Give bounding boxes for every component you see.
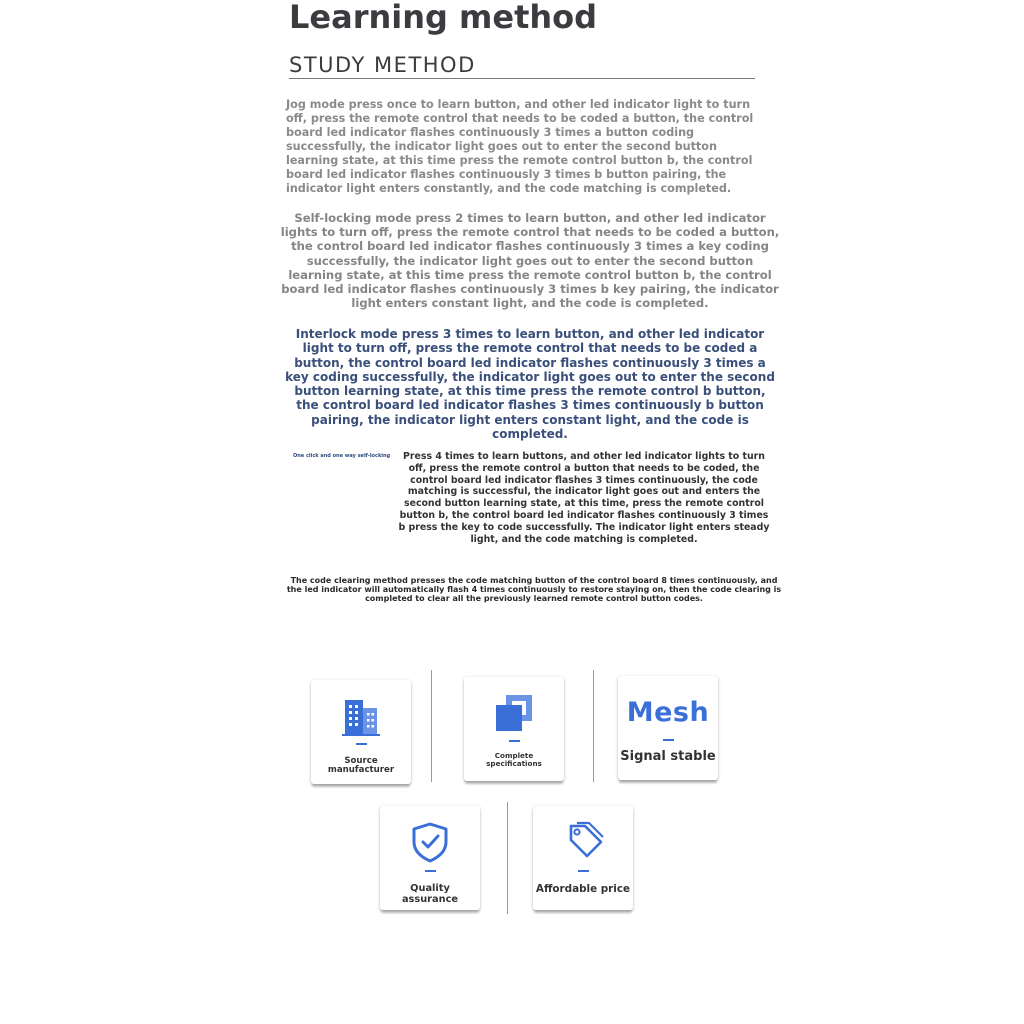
feature-card-affordable-price	[533, 806, 633, 910]
price-tag-icon	[533, 820, 633, 864]
self-locking-mode-paragraph: Self-locking mode press 2 times to learn button, and other led indicator lights to turn off, press the remote control that needs to be coded a button, the control board led indicator flashes continuously 3 times a key coding successfully, the indicator light goes out to enter the second button learning state, at this time press the remote control button b, the control board led indicator flashes continuously 3 times b key pairing, the indicator light enters constant light, and the code is completed.	[280, 211, 780, 311]
title-divider	[289, 78, 755, 79]
feature-card-source-manufacturer	[311, 680, 411, 784]
page-title: Learning method	[289, 0, 598, 36]
accent-dash	[509, 740, 520, 742]
feature-card-complete-specifications	[464, 677, 564, 781]
mesh-logo-text: Mesh	[626, 696, 710, 728]
self-locking-side-label: One click and one way self-locking	[293, 453, 391, 459]
feature-label: Signal stable	[620, 749, 716, 764]
overlapping-squares-icon	[464, 691, 564, 735]
accent-dash	[425, 870, 436, 872]
separator-line	[431, 670, 432, 782]
shield-check-icon	[380, 820, 480, 864]
accent-dash	[663, 739, 674, 741]
feature-label: Quality assurance	[401, 883, 459, 905]
feature-card-quality-assurance	[380, 806, 480, 910]
mesh-text	[618, 690, 718, 734]
page-subtitle: STUDY METHOD	[289, 53, 476, 77]
interlock-mode-paragraph: Interlock mode press 3 times to learn button, and other led indicator light to turn off, press the remote control that needs to be coded a button, the control board led indicator flashes continuously 3 times a key coding successfully, the indicator light goes out to enter the second button learning state, at this time press the remote control b button, the control board led indicator flashes 3 times continuously b button pairing, the indicator light enters constant light, and the code is completed.	[285, 327, 775, 442]
separator-line	[593, 670, 594, 782]
accent-dash	[356, 743, 367, 745]
feature-card-signal-stable	[618, 676, 718, 780]
feature-label: Complete specifications	[486, 751, 542, 768]
separator-line	[507, 802, 508, 914]
jog-mode-paragraph: Jog mode press once to learn button, and other led indicator light to turn off, press the remote control that needs to be coded a button, the control board led indicator flashes continuously 3 times a button coding successfully, the indicator light goes out to enter the second button learning state, at this time press the remote control button b, the control board led indicator flashes continuously 3 times b button pairing, the indicator light enters constantly, and the code matching is completed.	[286, 98, 754, 195]
feature-label: Affordable price	[535, 883, 631, 895]
accent-dash	[578, 870, 589, 872]
code-clearing-paragraph: The code clearing method presses the code matching button of the control board 8 times continuously, and the led indicator will automatically flash 4 times continuously to restore staying on, then the code clearing is completed to clear all the previously learned remote control button codes.	[286, 576, 782, 604]
four-press-paragraph: Press 4 times to learn buttons, and other led indicator lights to turn off, press the remote control a button that needs to be coded, the control board led indicator flashes 3 times continuously, the code matching is successful, the indicator light goes out and enters the second button learning state, at this time, press the remote control button b, the control board led indicator flashes continuously 3 times b press the key to code successfully. The indicator light enters steady light, and the code matching is completed.	[398, 451, 770, 545]
building-icon	[311, 694, 411, 738]
feature-label: Source manufacturer	[327, 756, 395, 776]
